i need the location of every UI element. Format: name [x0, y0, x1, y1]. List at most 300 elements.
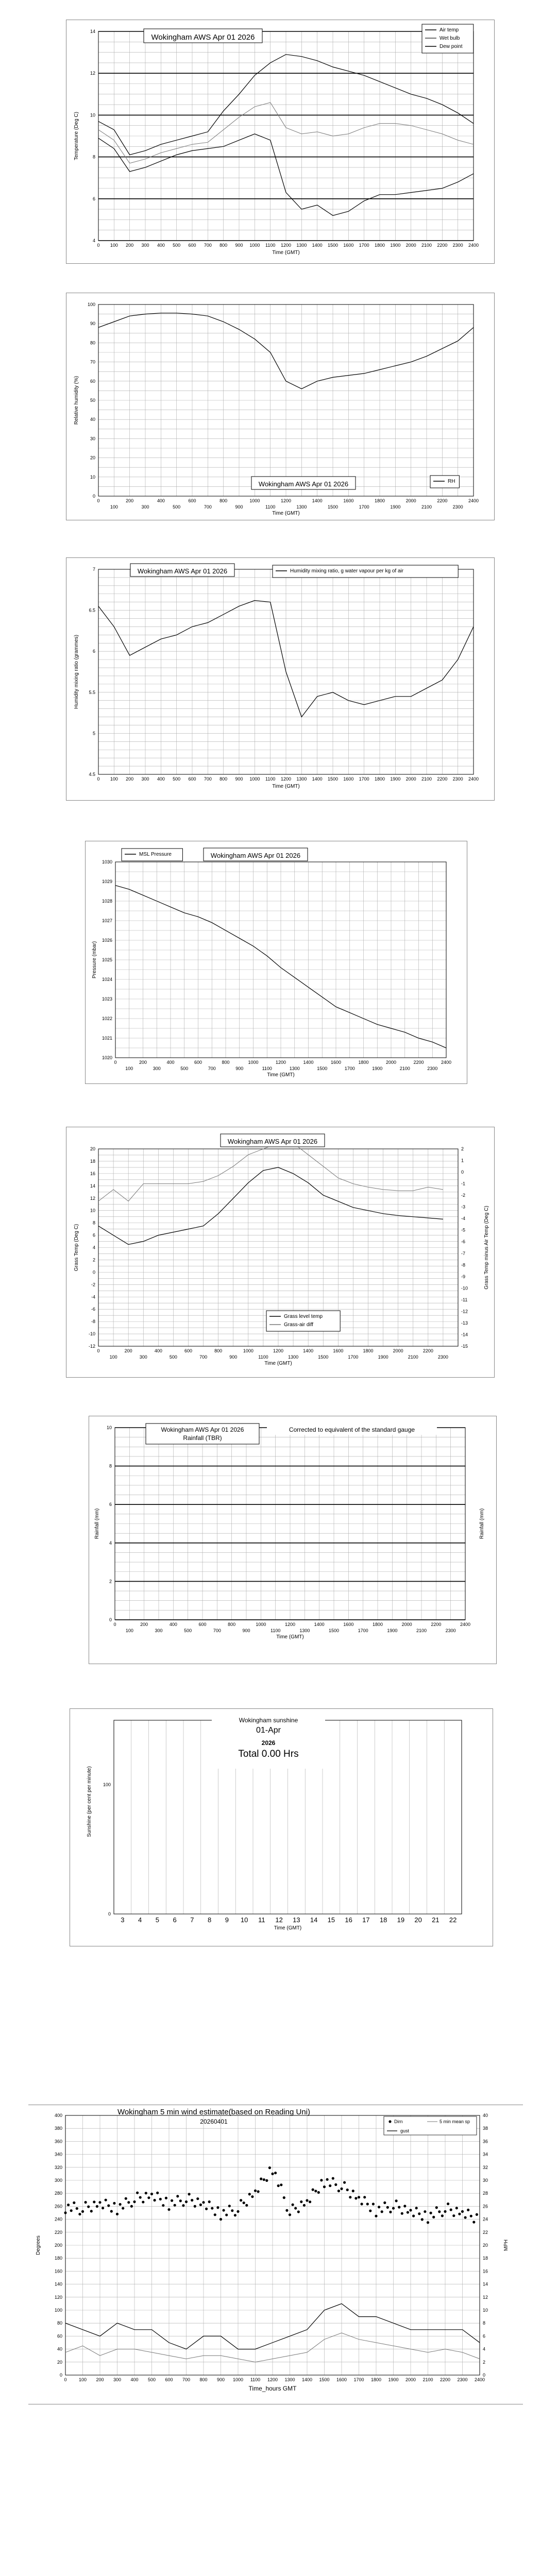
wind-direction-point	[113, 2202, 115, 2205]
wind-direction-point	[332, 2177, 334, 2180]
wind-direction-point	[199, 2204, 202, 2206]
y-tick-label-right: -10	[461, 1285, 468, 1291]
x-tick-label: 800	[219, 243, 228, 248]
x-tick-label: 19	[397, 1916, 405, 1924]
x-tick-label: 2000	[405, 776, 416, 782]
x-tick-label: 1300	[288, 1354, 299, 1360]
wind-direction-point	[476, 2213, 478, 2216]
x-tick-label: 900	[235, 504, 243, 510]
wind-direction-point	[93, 2200, 95, 2203]
x-axis-label: Time (GMT)	[272, 250, 300, 256]
wind-direction-point	[412, 2215, 415, 2217]
x-tick-label: 2400	[468, 776, 479, 782]
x-tick-label: 1100	[270, 1628, 281, 1633]
x-tick-label: 800	[199, 2377, 208, 2382]
x-tick-label: 2300	[427, 1066, 438, 1071]
x-axis-label: Time (GMT)	[264, 1361, 292, 1366]
wind-direction-point	[257, 2190, 260, 2193]
y-tick-label: 8	[109, 1463, 112, 1469]
y-axis-label: Humidity mixing ratio (grammes)	[74, 635, 79, 709]
x-tick-label: 1600	[333, 1348, 344, 1353]
chart-title: Wokingham sunshine	[239, 1717, 298, 1724]
wind-direction-point	[260, 2178, 262, 2180]
x-tick-label: 1100	[262, 1066, 272, 1071]
wind-direction-point	[361, 2202, 363, 2205]
x-tick-label: 1700	[348, 1354, 359, 1360]
wind-direction-point	[366, 2202, 369, 2205]
x-tick-label: 6	[173, 1916, 177, 1924]
mixing-ratio-chart-svg	[66, 558, 494, 800]
legend-label: 5 min mean sp	[439, 2119, 470, 2124]
wind-direction-point	[323, 2185, 326, 2188]
y-tick-label: 300	[54, 2178, 62, 2183]
x-tick-label: 500	[169, 1354, 177, 1360]
wind-direction-point	[395, 2199, 398, 2202]
y-tick-label: 4	[92, 238, 95, 243]
y-tick-label-right: -1	[461, 1181, 466, 1187]
x-tick-label: 300	[113, 2377, 122, 2382]
x-tick-label: 1200	[280, 776, 292, 782]
x-tick-label: 22	[449, 1916, 457, 1924]
x-tick-label: 2400	[474, 2377, 485, 2382]
x-tick-label: 500	[180, 1066, 189, 1071]
x-tick-label: 2300	[452, 243, 463, 248]
x-tick-label: 1400	[312, 243, 323, 248]
y-tick-label: 6	[92, 649, 95, 654]
wind-direction-point	[185, 2200, 188, 2203]
wind-direction-point	[441, 2214, 444, 2217]
y-tick-label-right: 10	[483, 2308, 488, 2313]
x-tick-label: 200	[140, 1622, 148, 1627]
x-tick-label: 20	[414, 1916, 422, 1924]
x-tick-label: 100	[110, 776, 118, 782]
y-tick-label: 340	[54, 2151, 62, 2157]
y-tick-label: 100	[103, 1782, 111, 1787]
x-tick-label: 100	[110, 243, 118, 248]
x-tick-label: 17	[362, 1916, 370, 1924]
x-tick-label: 1600	[330, 1060, 342, 1065]
wind-direction-point	[297, 2211, 300, 2213]
x-tick-label: 500	[147, 2377, 156, 2382]
legend-swatch	[388, 2120, 391, 2123]
wind-direction-point	[234, 2214, 236, 2216]
y-tick-label-right: -13	[461, 1320, 468, 1326]
y-axis-label: Grass Temp (Deg C)	[74, 1224, 79, 1272]
sunshine-chart-svg	[70, 1709, 493, 1946]
x-tick-label: 10	[240, 1916, 248, 1924]
wind-direction-point	[352, 2190, 354, 2192]
y-tick-label: 200	[54, 2243, 62, 2248]
chart-title: Wokingham AWS Apr 01 2026	[161, 1426, 244, 1433]
wind-direction-point	[386, 2206, 389, 2209]
x-tick-label: 100	[109, 1354, 117, 1360]
y-tick-label: 100	[87, 302, 95, 307]
chart-subtitle: 20260401	[200, 2118, 228, 2125]
wind-direction-point	[340, 2188, 343, 2190]
x-tick-label: 600	[188, 243, 196, 248]
y-tick-label: 6	[92, 1232, 95, 1238]
y-tick-label: 20	[57, 2359, 62, 2365]
y-tick-label: -10	[88, 1331, 95, 1337]
x-tick-label: 500	[173, 504, 181, 510]
x-tick-label: 200	[124, 1348, 132, 1353]
x-tick-label: 1400	[303, 1060, 314, 1065]
wind-direction-point	[430, 2212, 432, 2214]
x-tick-label: 1000	[256, 1622, 266, 1627]
y-tick-label: 50	[90, 398, 95, 403]
temperature-chart	[66, 20, 495, 264]
wind-direction-point	[194, 2205, 196, 2208]
wind-direction-point	[125, 2197, 127, 2200]
wind-direction-point	[271, 2173, 274, 2175]
y-axis-label: Relative humidity (%)	[74, 376, 79, 425]
legend-label: RH	[448, 479, 455, 484]
legend-label: Dew point	[439, 44, 463, 49]
wind-direction-point	[285, 2209, 288, 2212]
x-tick-label: 15	[327, 1916, 335, 1924]
wind-direction-point	[407, 2211, 409, 2214]
pressure-chart-svg	[86, 841, 467, 1083]
x-tick-label: 1000	[232, 2377, 244, 2382]
y-tick-label: 40	[57, 2346, 62, 2352]
x-tick-label: 900	[216, 2377, 225, 2382]
x-tick-label: 1000	[249, 243, 260, 248]
wind-direction-point	[398, 2206, 400, 2209]
x-tick-label: 1200	[280, 243, 292, 248]
legend-label: gust	[400, 2128, 410, 2133]
x-tick-label: 100	[110, 504, 118, 510]
wind-direction-point	[76, 2207, 78, 2210]
wind-direction-point	[354, 2197, 357, 2199]
y-tick-label: 20	[90, 455, 95, 461]
x-tick-label: 2300	[445, 1628, 456, 1633]
wind-direction-point	[236, 2210, 239, 2213]
wind-direction-point	[214, 2213, 216, 2216]
wind-direction-point	[432, 2216, 435, 2218]
wind-direction-point	[303, 2204, 306, 2207]
rainfall-chart	[89, 1416, 497, 1664]
y-tick-label: 6	[92, 196, 95, 201]
y-tick-label: 14	[90, 1183, 95, 1189]
x-tick-label: 300	[139, 1354, 147, 1360]
wind-direction-point	[274, 2172, 277, 2174]
wind-direction-point	[196, 2197, 199, 2200]
y-tick-label: 16	[90, 1171, 95, 1176]
wind-direction-point	[64, 2211, 66, 2214]
x-tick-label: 2300	[452, 504, 463, 510]
pressure-chart	[85, 841, 467, 1084]
x-tick-label: 3	[121, 1916, 125, 1924]
y-axis-label-right: Rainfall (mm)	[479, 1508, 485, 1539]
wind-direction-point	[314, 2190, 317, 2192]
y-tick-label: 140	[54, 2281, 62, 2287]
wind-direction-point	[337, 2190, 340, 2192]
wind-direction-point	[401, 2212, 403, 2215]
y-tick-label: 260	[54, 2204, 62, 2209]
x-tick-label: 2200	[437, 243, 448, 248]
y-tick-label: 60	[90, 378, 95, 384]
wind-direction-point	[174, 2204, 176, 2207]
wind-direction-point	[188, 2193, 191, 2195]
x-tick-label: 2100	[422, 2377, 433, 2382]
y-axis-label: Temperature (Deg C)	[74, 112, 79, 160]
wind-direction-point	[424, 2210, 426, 2213]
wind-direction-point	[145, 2192, 147, 2194]
y-tick-label: -2	[91, 1282, 95, 1287]
x-tick-label: 1300	[296, 504, 307, 510]
x-tick-label: 500	[173, 243, 181, 248]
x-tick-label: 800	[219, 776, 228, 782]
y-tick-label: 1023	[102, 996, 112, 1002]
y-tick-label-right: -2	[461, 1193, 466, 1198]
x-tick-label: 1000	[243, 1348, 253, 1353]
x-tick-label: 1600	[343, 498, 354, 503]
chart-title: Wokingham 5 min wind estimate(based on Reading Uni)	[117, 2108, 311, 2116]
x-tick-label: 1300	[296, 243, 307, 248]
x-tick-label: 200	[139, 1060, 147, 1065]
wind-direction-point	[421, 2218, 424, 2221]
x-tick-label: 1500	[328, 1628, 340, 1633]
x-tick-label: 2200	[439, 2377, 451, 2382]
wind-direction-point	[254, 2190, 257, 2192]
x-tick-label: 1600	[336, 2377, 347, 2382]
y-tick-label: 2	[92, 1257, 95, 1263]
grass-temp-chart	[66, 1127, 495, 1378]
y-tick-label: 1021	[102, 1036, 112, 1041]
y-tick-label: 1025	[102, 957, 112, 962]
wind-direction-point	[119, 2203, 122, 2206]
y-tick-label: 1020	[102, 1055, 112, 1060]
wind-direction-point	[205, 2208, 208, 2210]
wind-direction-point	[292, 2204, 294, 2206]
x-tick-label: 2100	[399, 1066, 410, 1071]
x-tick-label: 500	[184, 1628, 192, 1633]
wind-direction-point	[438, 2210, 441, 2213]
y-tick-label: 240	[54, 2216, 62, 2222]
x-tick-label: 1000	[249, 498, 260, 503]
x-tick-label: 1100	[250, 2377, 261, 2382]
x-tick-label: 2400	[460, 1622, 471, 1627]
wind-direction-point	[381, 2210, 383, 2213]
x-tick-label: 900	[235, 243, 243, 248]
x-tick-label: 2100	[416, 1628, 427, 1633]
x-tick-label: 2300	[452, 776, 463, 782]
wind-direction-point	[427, 2221, 429, 2224]
x-tick-label: 300	[141, 504, 149, 510]
wind-direction-point	[334, 2183, 337, 2186]
x-tick-label: 1700	[344, 1066, 355, 1071]
x-tick-label: 400	[154, 1348, 162, 1353]
wind-direction-point	[251, 2195, 253, 2198]
rainfall-chart-svg	[89, 1416, 496, 1664]
wind-direction-point	[452, 2214, 455, 2217]
x-tick-label: 1100	[265, 243, 276, 248]
humidity-chart-svg	[66, 293, 494, 520]
wind-direction-point	[84, 2201, 87, 2204]
y-tick-label: 12	[90, 1195, 95, 1201]
chart-title: Wokingham AWS Apr 01 2026	[210, 852, 301, 859]
y-axis-label: Sunshine (per cent per minute)	[87, 1766, 92, 1837]
y-tick-label: -6	[91, 1307, 95, 1312]
x-tick-label: 1900	[390, 776, 401, 782]
wind-direction-point	[277, 2184, 280, 2187]
wind-direction-point	[127, 2201, 130, 2204]
x-tick-label: 1200	[267, 2377, 278, 2382]
x-tick-label: 1300	[299, 1628, 310, 1633]
x-tick-label: 0	[97, 243, 100, 248]
y-tick-label: 20	[90, 1146, 95, 1151]
x-tick-label: 600	[188, 776, 196, 782]
y-tick-label: 18	[90, 1158, 95, 1164]
x-tick-label: 400	[157, 776, 165, 782]
x-tick-label: 2300	[437, 1354, 448, 1360]
x-tick-label: 1500	[318, 1354, 329, 1360]
chart-subtitle: Rainfall (TBR)	[183, 1434, 222, 1442]
x-tick-label: 1200	[280, 498, 292, 503]
wind-direction-point	[309, 2200, 311, 2203]
wind-direction-point	[312, 2189, 314, 2191]
wind-direction-point	[240, 2199, 242, 2201]
x-tick-label: 200	[126, 243, 134, 248]
y-tick-label-right: -5	[461, 1227, 466, 1233]
wind-direction-point	[458, 2213, 461, 2215]
x-tick-label: 1100	[265, 504, 276, 510]
mixing-ratio-chart	[66, 557, 495, 801]
wind-direction-point	[415, 2207, 418, 2209]
x-tick-label: 1800	[358, 1060, 369, 1065]
x-axis-label: Time_hours GMT	[248, 2385, 297, 2392]
wind-direction-point	[147, 2196, 150, 2199]
wind-direction-point	[263, 2178, 265, 2181]
y-tick-label: 7	[92, 567, 95, 572]
legend-label: Air temp	[439, 27, 459, 33]
wind-direction-point	[78, 2213, 81, 2215]
wind-direction-point	[343, 2181, 346, 2184]
x-tick-label: 1000	[249, 776, 260, 782]
y-tick-label-right: 28	[483, 2191, 488, 2196]
x-tick-label: 300	[141, 776, 149, 782]
x-tick-label: 1700	[359, 243, 369, 248]
y-tick-label: 280	[54, 2191, 62, 2196]
wind-direction-point	[73, 2201, 75, 2204]
y-tick-label-right: 2	[461, 1146, 464, 1151]
y-tick-label-right: 40	[483, 2113, 488, 2118]
wind-direction-point	[171, 2199, 173, 2202]
y-tick-label-right: -8	[461, 1262, 466, 1268]
wind-direction-point	[110, 2210, 113, 2213]
x-tick-label: 1300	[284, 2377, 295, 2382]
y-axis-label-right: MPH	[503, 2239, 509, 2251]
x-axis-label: Time (GMT)	[274, 1925, 302, 1931]
wind-direction-point	[81, 2210, 84, 2213]
x-tick-label: 2100	[421, 776, 432, 782]
wind-direction-point	[130, 2205, 133, 2208]
x-tick-label: 1800	[374, 243, 385, 248]
y-tick-label: 4.5	[89, 772, 95, 777]
wind-direction-point	[300, 2200, 302, 2203]
x-tick-label: 1500	[317, 1066, 328, 1071]
wind-direction-point	[403, 2205, 406, 2207]
x-tick-label: 2000	[405, 2377, 416, 2382]
y-tick-label: 1029	[102, 879, 112, 884]
x-tick-label: 400	[169, 1622, 177, 1627]
y-tick-label-right: -3	[461, 1204, 466, 1210]
y-tick-label-right: 2	[483, 2359, 486, 2365]
chart-title: Wokingham AWS Apr 01 2026	[227, 1138, 318, 1145]
y-tick-label-right: 1	[461, 1158, 464, 1163]
y-tick-label: 30	[90, 436, 95, 442]
y-tick-label: 10	[90, 112, 95, 118]
x-tick-label: 900	[242, 1628, 250, 1633]
x-tick-label: 1800	[370, 2377, 382, 2382]
wind-direction-point	[191, 2199, 193, 2201]
x-tick-label: 1900	[388, 2377, 399, 2382]
x-tick-label: 200	[96, 2377, 104, 2382]
y-tick-label: 14	[90, 29, 95, 34]
wind-direction-point	[122, 2207, 124, 2210]
x-tick-label: 1400	[301, 2377, 313, 2382]
x-tick-label: 1900	[378, 1354, 388, 1360]
x-tick-label: 300	[155, 1628, 163, 1633]
y-tick-label-right: 20	[483, 2243, 488, 2248]
x-tick-label: 2400	[468, 243, 479, 248]
x-tick-label: 14	[310, 1916, 318, 1924]
y-tick-label: 1028	[102, 899, 112, 904]
x-tick-label: 2000	[385, 1060, 397, 1065]
wind-direction-point	[268, 2166, 271, 2169]
x-tick-label: 1900	[387, 1628, 398, 1633]
legend-label: Wet bulb	[439, 36, 460, 41]
y-tick-label: 4	[109, 1540, 112, 1546]
y-tick-label: 0	[59, 2372, 62, 2378]
wind-direction-point	[320, 2179, 323, 2181]
x-tick-label: 2400	[468, 498, 479, 503]
y-tick-label: 1022	[102, 1016, 112, 1021]
x-tick-label: 700	[213, 1628, 221, 1633]
x-tick-label: 1700	[353, 2377, 364, 2382]
chart-annotation: Corrected to equivalent of the standard gauge	[289, 1426, 415, 1433]
y-tick-label-right: 16	[483, 2268, 488, 2274]
wind-direction-point	[392, 2207, 395, 2210]
x-axis-label: Time (GMT)	[276, 1634, 304, 1640]
x-tick-label: 300	[153, 1066, 161, 1071]
wind-direction-point	[409, 2209, 412, 2211]
wind-direction-point	[107, 2205, 110, 2207]
y-tick-label: 8	[92, 1220, 95, 1226]
x-tick-label: 2000	[405, 243, 416, 248]
y-tick-label: 80	[57, 2320, 62, 2326]
y-tick-label: 10	[90, 1208, 95, 1213]
series-grass-level-temp	[98, 1167, 443, 1245]
wind-direction-point	[87, 2206, 90, 2208]
x-tick-label: 2200	[437, 498, 448, 503]
x-axis-label: Time (GMT)	[272, 784, 300, 789]
chart-total: Total 0.00 Hrs	[238, 1749, 299, 1759]
x-axis-label: Time (GMT)	[272, 511, 300, 516]
x-tick-label: 700	[208, 1066, 216, 1071]
x-tick-label: 1400	[314, 1622, 325, 1627]
wind-direction-point	[248, 2193, 251, 2195]
y-axis-label: Degrees	[36, 2235, 41, 2255]
y-tick-label: 60	[57, 2333, 62, 2339]
temperature-chart-svg	[66, 20, 494, 263]
humidity-chart	[66, 293, 495, 520]
x-tick-label: 7	[190, 1916, 194, 1924]
y-tick-label: 0	[109, 1617, 112, 1622]
x-tick-label: 700	[199, 1354, 208, 1360]
y-tick-label-right: 0	[483, 2372, 486, 2378]
x-tick-label: 13	[293, 1916, 300, 1924]
